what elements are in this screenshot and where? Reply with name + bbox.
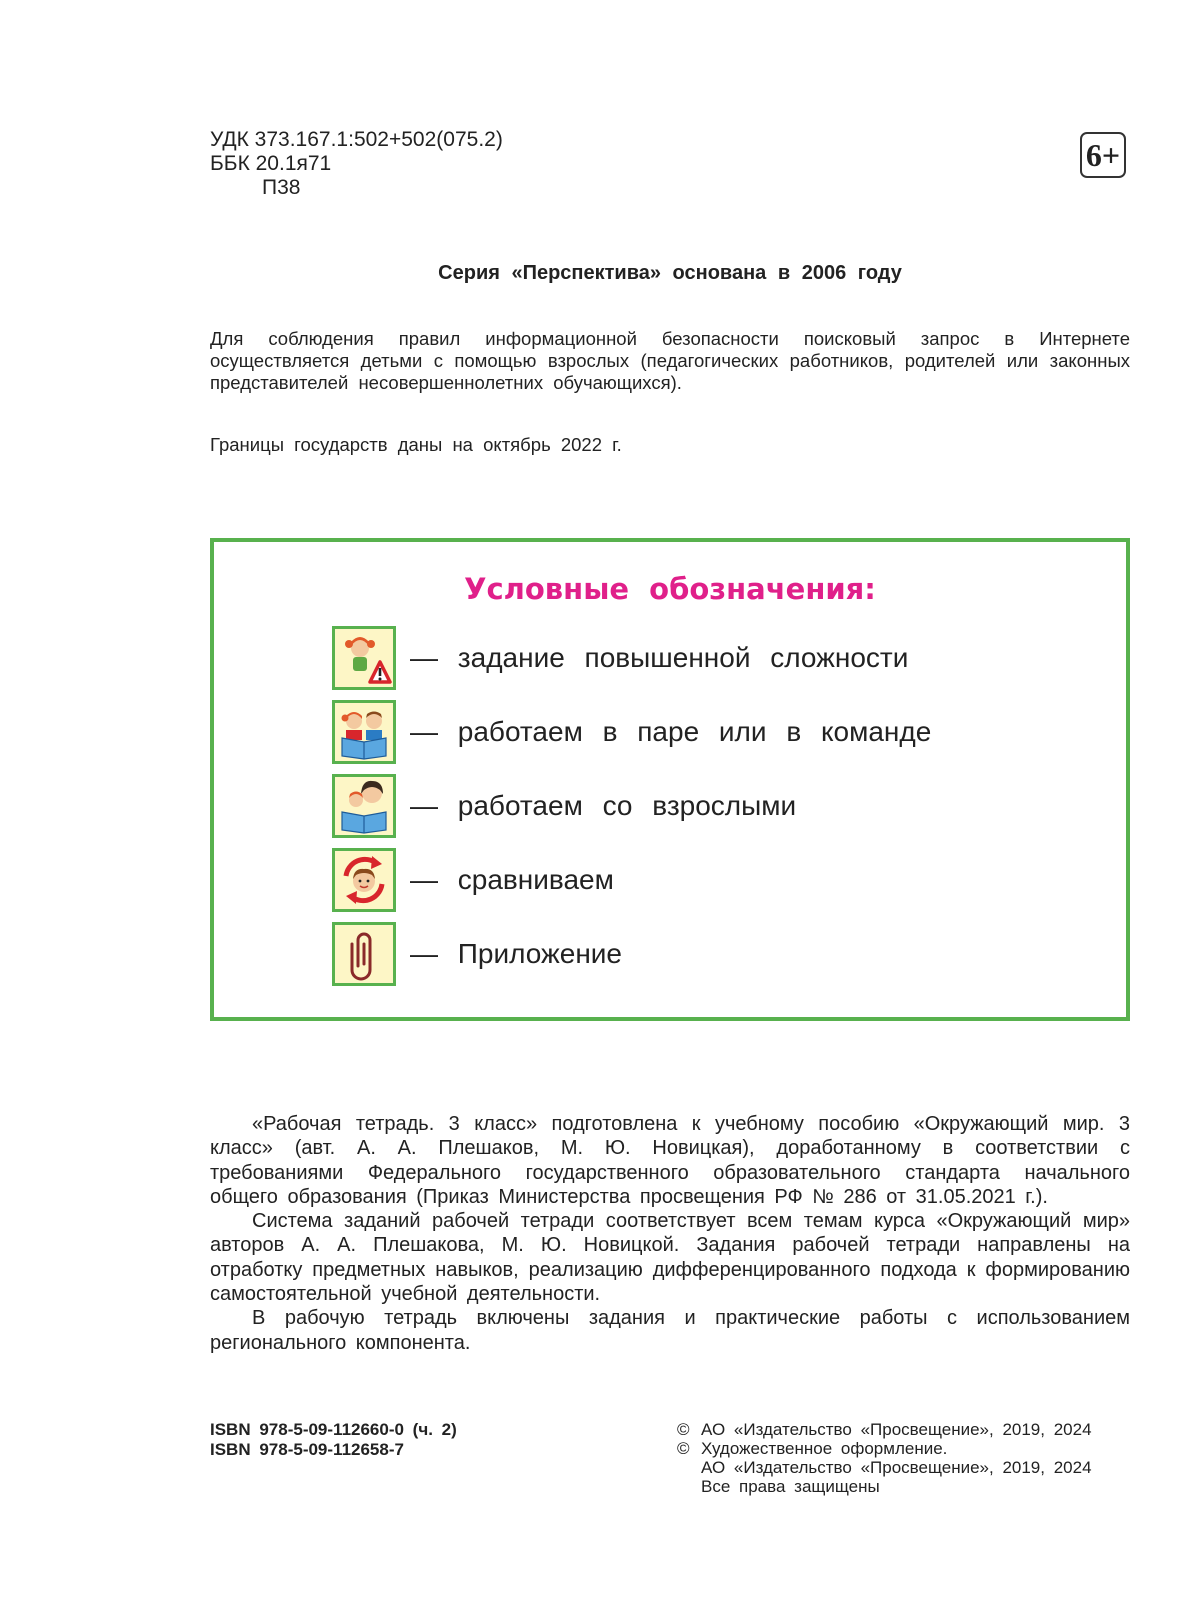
copyright-line: Художественное оформление. (701, 1439, 948, 1458)
legend-item (332, 848, 614, 912)
copyright-line: АО «Издательство «Просвещение», 2019, 2024 (701, 1458, 1092, 1477)
legend-item (332, 922, 622, 986)
isbn-part: ISBN 978-5-09-112660-0 (ч. 2) (210, 1420, 457, 1439)
paperclip-icon (332, 922, 396, 986)
legend-label: — сравниваем (410, 864, 614, 895)
borders-notice: Границы государств даны на октябрь 2022 г. (210, 434, 622, 455)
description-paragraph: В рабочую тетрадь включены задания и практические работы с использованием регионального компонента. (210, 1307, 1130, 1354)
difficulty-warning-icon (332, 626, 396, 690)
description-paragraph: «Рабочая тетрадь. 3 класс» подготовлена к учебному пособию «Окружающий мир. 3 класс» (авт. А. А. Плешаков, М. Ю. Новицкая), доработанному в соответствии с требованиями Федерального государственного образовательного стандарта начального общего образования (Приказ Министерства просвещения РФ № 286 от 31.05.2021 г.). (210, 1113, 1130, 1208)
copyright-block (677, 1420, 1092, 1496)
description-text (210, 1112, 1130, 1355)
legend-box (210, 538, 1130, 1021)
safety-notice: Для соблюдения правил информационной безопасности поисковый запрос в Интернете осуществляется детьми с помощью взрослых (педагогических работников, родителей или законных представителей несовершеннолетних обучающихся). (210, 328, 1130, 393)
adult-work-icon (332, 774, 396, 838)
legend-label: — Приложение (410, 938, 623, 969)
compare-icon (332, 848, 396, 912)
copyright-line: АО «Издательство «Просвещение», 2019, 2024 (701, 1420, 1092, 1439)
legend-title: Условные обозначения: (464, 572, 876, 606)
copyright-symbol: © (677, 1439, 690, 1458)
isbn-full: ISBN 978-5-09-112658-7 (210, 1440, 404, 1459)
bbk-code: ББК 20.1я71 (210, 152, 332, 175)
copyright-symbol: © (677, 1420, 690, 1439)
pair-work-icon (332, 700, 396, 764)
description-paragraph: Система заданий рабочей тетради соответствует всем темам курса «Окружающий мир» авторов А. А. Плешакова, М. Ю. Новицкой. Задания рабочей тетради направлены на отработку предметных навыков, реализацию дифференцированного подхода к формированию самостоятельной учебной деятельности. (210, 1210, 1130, 1306)
udk-code: УДК 373.167.1:502+502(075.2) (210, 128, 503, 151)
legend-label: — работаем в паре или в команде (410, 716, 932, 747)
legend-label: — работаем со взрослыми (410, 790, 797, 821)
legend-item (332, 700, 931, 764)
series-line: Серия «Перспектива» основана в 2006 году (438, 262, 902, 284)
author-mark: П38 (262, 176, 301, 199)
legend-label: — задание повышенной сложности (410, 642, 909, 673)
legend-item (332, 774, 796, 838)
age-rating-badge: 6+ (1080, 132, 1126, 178)
legend-item (332, 626, 908, 690)
isbn-block (210, 1420, 457, 1460)
rights-reserved: Все права защищены (701, 1477, 880, 1496)
classification-block (210, 128, 503, 200)
